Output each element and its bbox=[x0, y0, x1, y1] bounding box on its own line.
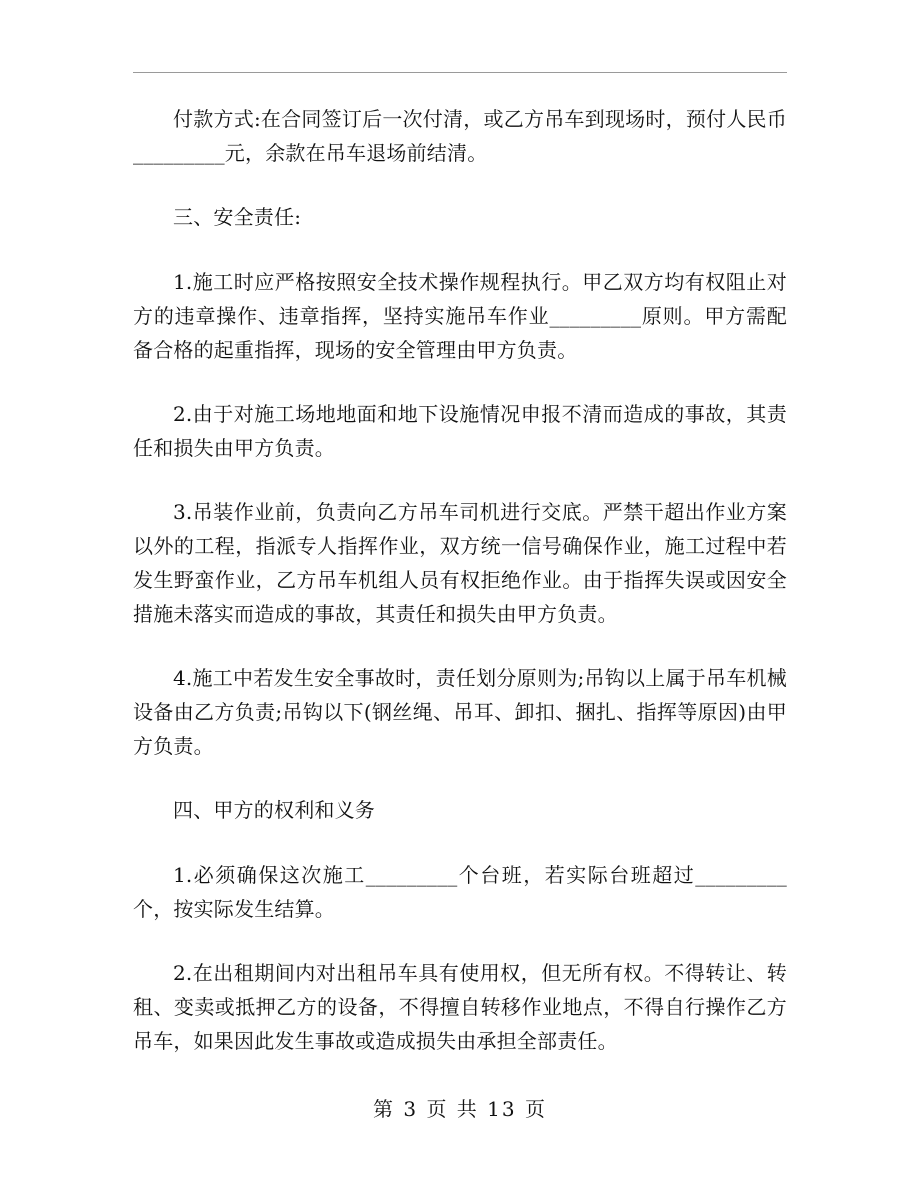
paragraph-party-a-1: 1.必须确保这次施工_________个台班，若实际台班超过_________个，按实际发生结算。 bbox=[133, 863, 787, 921]
paragraph-safety-4: 4.施工中若发生安全事故时，责任划分原则为;吊钩以上属于吊车机械设备由乙方负责;吊钩以下(钢丝绳、吊耳、卸扣、捆扎、指挥等原因)由甲方负责。 bbox=[133, 666, 787, 758]
paragraph-payment-method: 付款方式:在合同签订后一次付清，或乙方吊车到现场时，预付人民币_________元，余款在吊车退场前结清。 bbox=[133, 107, 787, 165]
section-heading-safety: 三、安全责任: bbox=[173, 205, 302, 229]
paragraph-party-a-2: 2.在出租期间内对出租吊车具有使用权，但无所有权。不得转让、转租、变卖或抵押乙方的设备，不得擅自转移作业地点，不得自行操作乙方吊车，如果因此发生事故或造成损失由承担全部责任。 bbox=[133, 961, 787, 1053]
paragraph-safety-1: 1.施工时应严格按照安全技术操作规程执行。甲乙双方均有权阻止对方的违章操作、违章指挥，坚持实施吊车作业_________原则。甲方需配备合格的起重指挥，现场的安全管理由甲方负责。 bbox=[133, 270, 787, 362]
document-body bbox=[133, 102, 787, 1088]
section-heading-party-a-rights: 四、甲方的权利和义务 bbox=[173, 798, 375, 822]
header-rule bbox=[133, 72, 787, 73]
paragraph-safety-2: 2.由于对施工场地地面和地下设施情况申报不清而造成的事故，其责任和损失由甲方负责。 bbox=[133, 402, 787, 460]
page-number-footer: 第 3 页 共 13 页 bbox=[373, 1097, 547, 1121]
paragraph-safety-3: 3.吊装作业前，负责向乙方吊车司机进行交底。严禁干超出作业方案以外的工程，指派专人指挥作业，双方统一信号确保作业，施工过程中若发生野蛮作业，乙方吊车机组人员有权拒绝作业。由于指挥失误或因安全措施未落实而造成的事故，其责任和损失由甲方负责。 bbox=[133, 500, 787, 626]
